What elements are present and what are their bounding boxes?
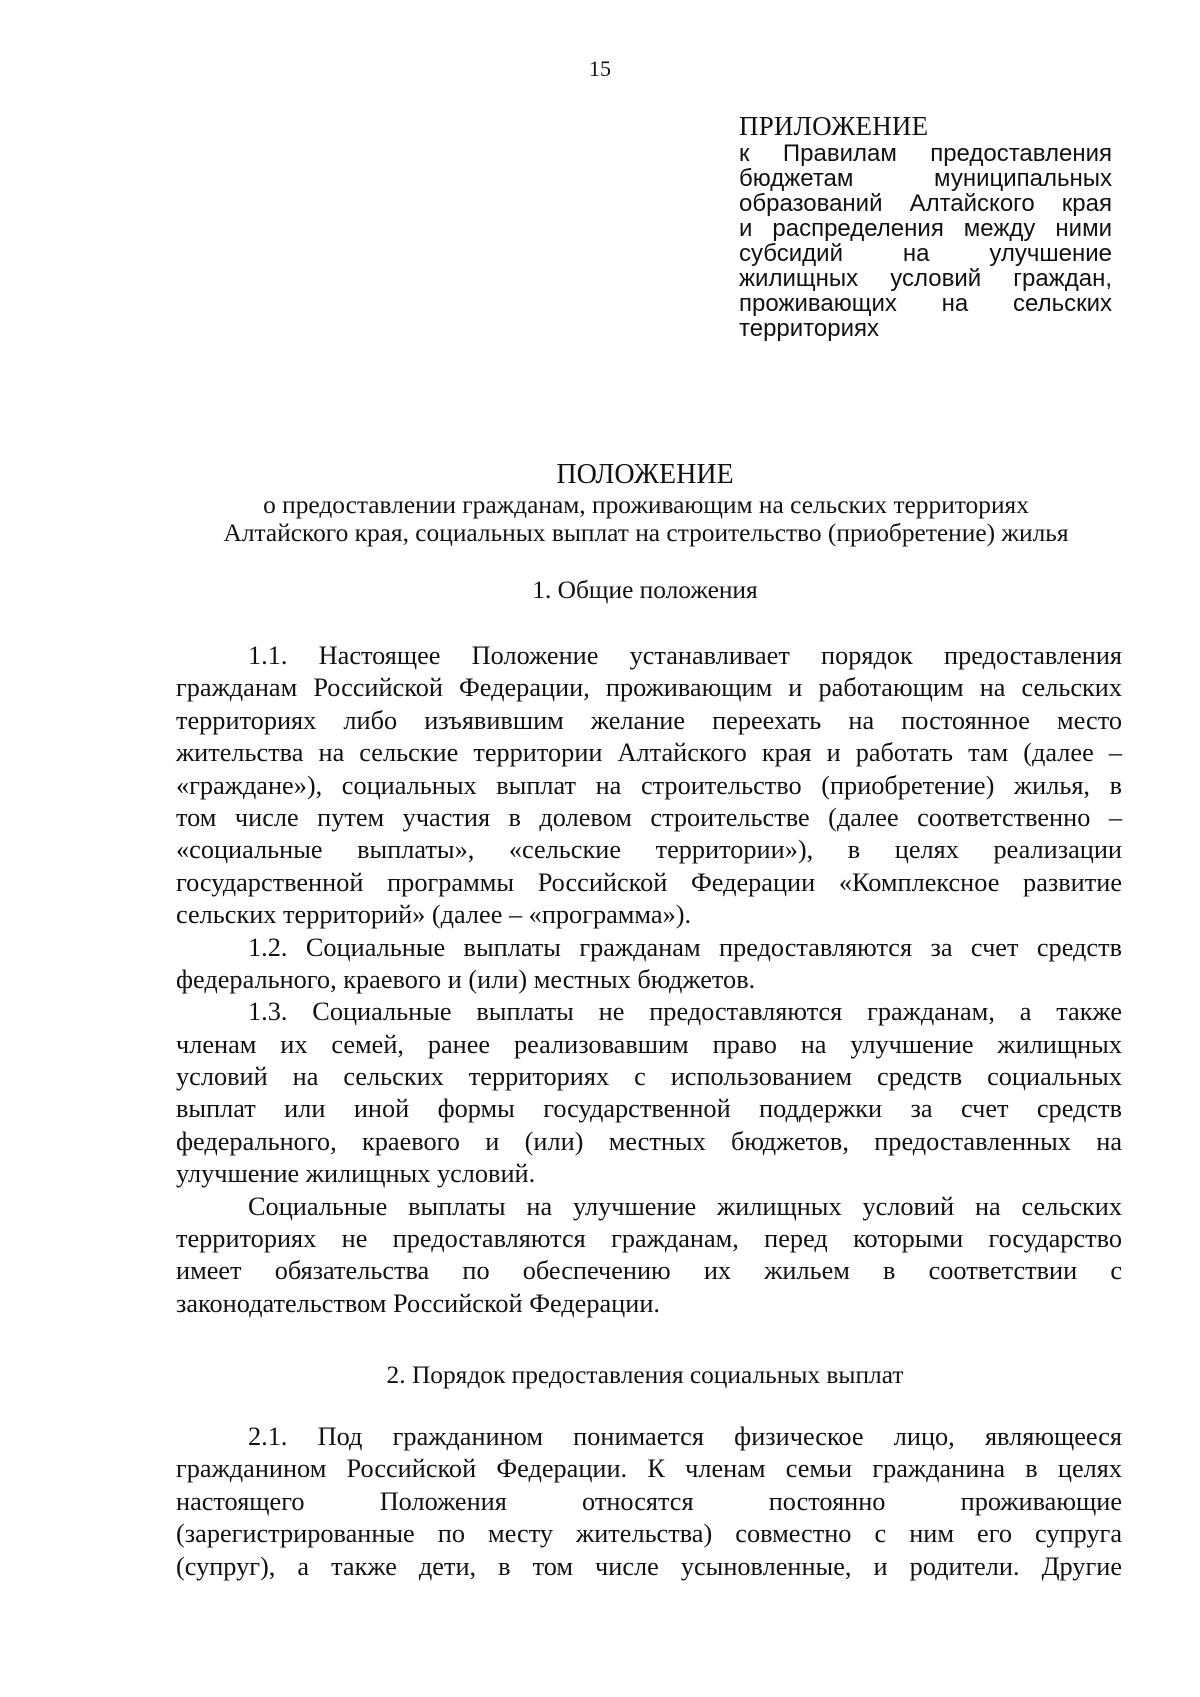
section-1-body bbox=[176, 640, 1122, 1320]
body-line: выплат или иной формы государственной поддержки за счет средств bbox=[176, 1094, 1122, 1124]
appendix-line: территориях bbox=[739, 315, 879, 342]
body-line: (зарегистрированные по месту жительства) совместно с ним его супруга bbox=[176, 1519, 1122, 1549]
body-line: 1.1. Настоящее Положение устанавливает порядок предоставления bbox=[248, 641, 1122, 670]
document-subtitle-line: о предоставлении гражданам, проживающим на сельских территориях bbox=[263, 491, 1029, 519]
body-line: Социальные выплаты на улучшение жилищных условий на сельских bbox=[248, 1191, 1122, 1221]
appendix-line: субсидий на улучшение bbox=[739, 240, 1112, 267]
body-line: «социальные выплаты», «сельские территории»), в целях реализации bbox=[176, 835, 1122, 865]
body-line: членам их семей, ранее реализовавшим право на улучшение жилищных bbox=[176, 1029, 1122, 1059]
body-line: федерального, краевого и (или) местных бюджетов, предоставленных на bbox=[176, 1126, 1122, 1156]
body-line: «граждане»), социальных выплат на строительство (приобретение) жилья, в bbox=[176, 770, 1122, 800]
body-line: (супруг), а также дети, в том числе усыновленные, и родители. Другие bbox=[176, 1551, 1122, 1581]
appendix-block bbox=[739, 111, 1112, 341]
appendix-line: к Правилам предоставления bbox=[739, 140, 1112, 167]
body-line: территориях либо изъявившим желание переехать на постоянное место bbox=[176, 705, 1122, 735]
body-line: жительства на сельские территории Алтайского края и работать там (далее – bbox=[176, 738, 1122, 768]
appendix-line: образований Алтайского края bbox=[739, 190, 1112, 217]
body-line: гражданам Российской Федерации, проживающим и работающим на сельских bbox=[176, 673, 1122, 703]
body-line: законодательством Российской Федерации. bbox=[176, 1288, 660, 1318]
body-line: условий на сельских территориях с использованием средств социальных bbox=[176, 1062, 1122, 1092]
body-line: 1.3. Социальные выплаты не предоставляются гражданам, а также bbox=[248, 997, 1122, 1027]
appendix-line: и распределения между ними bbox=[739, 215, 1112, 242]
appendix-title: ПРИЛОЖЕНИЕ bbox=[739, 111, 929, 141]
body-line: государственной программы Российской Федерации «Комплексное развитие bbox=[176, 867, 1122, 897]
body-line: гражданином Российской Федерации. К членам семьи гражданина в целях bbox=[176, 1454, 1122, 1484]
body-line: территориях не предоставляются гражданам, перед которыми государство bbox=[176, 1224, 1122, 1254]
body-line: настоящего Положения относятся постоянно проживающие bbox=[176, 1486, 1122, 1516]
appendix-line: бюджетам муниципальных bbox=[739, 165, 1112, 192]
body-line: улучшение жилищных условий. bbox=[176, 1159, 536, 1189]
document-subtitle-line: Алтайского края, социальных выплат на строительство (приобретение) жилья bbox=[223, 519, 1069, 547]
body-line: имеет обязательства по обеспечению их жильем в соответствии с bbox=[176, 1256, 1122, 1286]
document-title: ПОЛОЖЕНИЕ bbox=[556, 459, 734, 490]
body-line: сельских территорий» (далее – «программа»). bbox=[176, 900, 692, 930]
document-subtitle bbox=[170, 491, 1122, 547]
page-number: 15 bbox=[589, 56, 611, 81]
section-2-body bbox=[176, 1421, 1122, 1583]
appendix-line: проживающих на сельских bbox=[739, 290, 1112, 317]
appendix-line: жилищных условий граждан, bbox=[739, 265, 1112, 292]
section-1-heading: 1. Общие положения bbox=[532, 576, 758, 604]
body-line: 2.1. Под гражданином понимается физическое лицо, являющееся bbox=[248, 1422, 1122, 1451]
body-line: 1.2. Социальные выплаты гражданам предоставляются за счет средств bbox=[248, 932, 1122, 962]
body-line: том числе путем участия в долевом строительстве (далее соответственно – bbox=[176, 802, 1122, 832]
body-line: федерального, краевого и (или) местных бюджетов. bbox=[176, 964, 756, 994]
section-2-heading: 2. Порядок предоставления социальных выплат bbox=[386, 1361, 904, 1389]
